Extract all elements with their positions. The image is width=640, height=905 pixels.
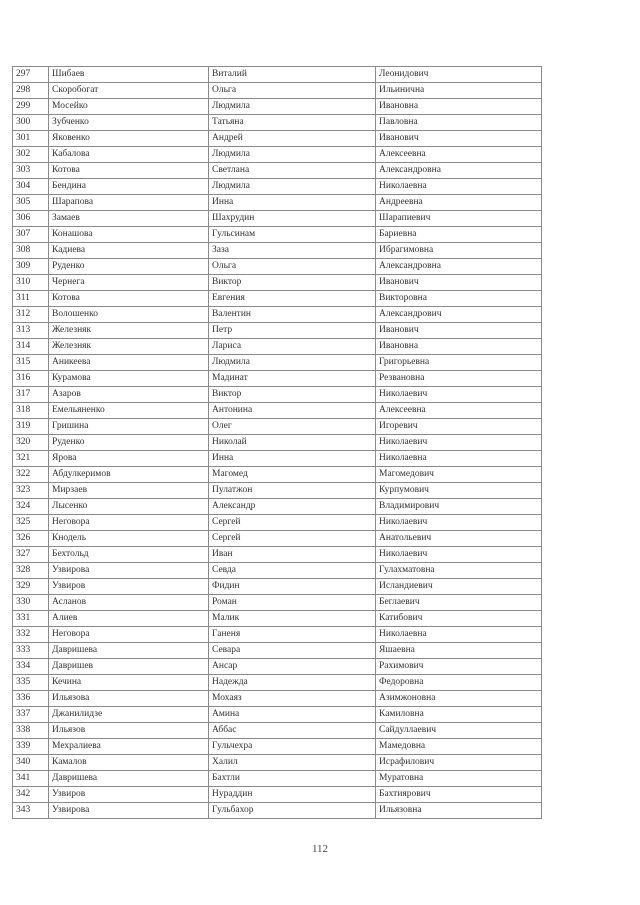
row-number-cell: 321 [13, 451, 49, 467]
first-name-cell: Гульсинам [209, 227, 376, 243]
roster-table-body [13, 67, 542, 819]
table-row [13, 803, 542, 819]
row-number-cell: 317 [13, 387, 49, 403]
first-name-cell: Александр [209, 499, 376, 515]
patronymic-cell: Муратовна [376, 771, 542, 787]
surname-cell: Шарапова [49, 195, 209, 211]
row-number-cell: 331 [13, 611, 49, 627]
row-number-cell: 299 [13, 99, 49, 115]
surname-cell: Алиев [49, 611, 209, 627]
first-name-cell: Фидин [209, 579, 376, 595]
row-number-cell: 316 [13, 371, 49, 387]
surname-cell: Лысенко [49, 499, 209, 515]
row-number-cell: 329 [13, 579, 49, 595]
patronymic-cell: Гулахматовна [376, 563, 542, 579]
first-name-cell: Ансар [209, 659, 376, 675]
patronymic-cell: Курпумович [376, 483, 542, 499]
row-number-cell: 305 [13, 195, 49, 211]
patronymic-cell: Николаевич [376, 387, 542, 403]
table-row [13, 115, 542, 131]
table-row [13, 243, 542, 259]
table-row [13, 291, 542, 307]
table-row [13, 227, 542, 243]
table-row [13, 99, 542, 115]
row-number-cell: 340 [13, 755, 49, 771]
row-number-cell: 304 [13, 179, 49, 195]
table-row [13, 531, 542, 547]
table-row [13, 435, 542, 451]
table-row [13, 467, 542, 483]
surname-cell: Джанилидзе [49, 707, 209, 723]
row-number-cell: 312 [13, 307, 49, 323]
table-row [13, 787, 542, 803]
surname-cell: Азаров [49, 387, 209, 403]
row-number-cell: 327 [13, 547, 49, 563]
surname-cell: Конашова [49, 227, 209, 243]
patronymic-cell: Магомедович [376, 467, 542, 483]
row-number-cell: 318 [13, 403, 49, 419]
table-row [13, 307, 542, 323]
row-number-cell: 301 [13, 131, 49, 147]
surname-cell: Шибаев [49, 67, 209, 83]
row-number-cell: 320 [13, 435, 49, 451]
row-number-cell: 328 [13, 563, 49, 579]
first-name-cell: Иван [209, 547, 376, 563]
row-number-cell: 332 [13, 627, 49, 643]
table-row [13, 323, 542, 339]
table-row [13, 691, 542, 707]
first-name-cell: Валентин [209, 307, 376, 323]
first-name-cell: Евгения [209, 291, 376, 307]
row-number-cell: 297 [13, 67, 49, 83]
surname-cell: Узвирова [49, 563, 209, 579]
row-number-cell: 339 [13, 739, 49, 755]
table-row [13, 515, 542, 531]
patronymic-cell: Николаевна [376, 451, 542, 467]
table-row [13, 563, 542, 579]
table-row [13, 659, 542, 675]
surname-cell: Давришев [49, 659, 209, 675]
first-name-cell: Петр [209, 323, 376, 339]
table-row [13, 163, 542, 179]
surname-cell: Ярова [49, 451, 209, 467]
row-number-cell: 330 [13, 595, 49, 611]
row-number-cell: 326 [13, 531, 49, 547]
surname-cell: Кечина [49, 675, 209, 691]
first-name-cell: Мадинат [209, 371, 376, 387]
table-row [13, 339, 542, 355]
row-number-cell: 342 [13, 787, 49, 803]
patronymic-cell: Исрафилович [376, 755, 542, 771]
patronymic-cell: Алексеевна [376, 403, 542, 419]
first-name-cell: Светлана [209, 163, 376, 179]
first-name-cell: Ольга [209, 259, 376, 275]
row-number-cell: 341 [13, 771, 49, 787]
row-number-cell: 323 [13, 483, 49, 499]
row-number-cell: 309 [13, 259, 49, 275]
patronymic-cell: Азимжоновна [376, 691, 542, 707]
row-number-cell: 319 [13, 419, 49, 435]
table-row [13, 771, 542, 787]
row-number-cell: 337 [13, 707, 49, 723]
surname-cell: Ильязова [49, 691, 209, 707]
table-row [13, 547, 542, 563]
surname-cell: Кадиева [49, 243, 209, 259]
patronymic-cell: Анатольевич [376, 531, 542, 547]
table-row [13, 739, 542, 755]
patronymic-cell: Андреевна [376, 195, 542, 211]
first-name-cell: Инна [209, 451, 376, 467]
patronymic-cell: Камиловна [376, 707, 542, 723]
surname-cell: Кабалова [49, 147, 209, 163]
first-name-cell: Севара [209, 643, 376, 659]
patronymic-cell: Леонидович [376, 67, 542, 83]
patronymic-cell: Иванович [376, 275, 542, 291]
patronymic-cell: Иванович [376, 323, 542, 339]
patronymic-cell: Николаевич [376, 435, 542, 451]
surname-cell: Курамова [49, 371, 209, 387]
surname-cell: Асланов [49, 595, 209, 611]
row-number-cell: 314 [13, 339, 49, 355]
row-number-cell: 335 [13, 675, 49, 691]
table-row [13, 675, 542, 691]
surname-cell: Скоробогат [49, 83, 209, 99]
first-name-cell: Халил [209, 755, 376, 771]
surname-cell: Яковенко [49, 131, 209, 147]
table-row [13, 707, 542, 723]
surname-cell: Емельяненко [49, 403, 209, 419]
patronymic-cell: Ивановна [376, 339, 542, 355]
table-row [13, 755, 542, 771]
first-name-cell: Людмила [209, 355, 376, 371]
patronymic-cell: Ивановна [376, 99, 542, 115]
surname-cell: Котова [49, 163, 209, 179]
surname-cell: Ильязов [49, 723, 209, 739]
patronymic-cell: Владимирович [376, 499, 542, 515]
patronymic-cell: Ильязовна [376, 803, 542, 819]
first-name-cell: Инна [209, 195, 376, 211]
table-row [13, 179, 542, 195]
patronymic-cell: Сайдуллаевич [376, 723, 542, 739]
surname-cell: Бехтольд [49, 547, 209, 563]
table-row [13, 595, 542, 611]
surname-cell: Зубченко [49, 115, 209, 131]
patronymic-cell: Бариевна [376, 227, 542, 243]
first-name-cell: Мохаяз [209, 691, 376, 707]
first-name-cell: Виктор [209, 275, 376, 291]
table-row [13, 371, 542, 387]
first-name-cell: Гульбахор [209, 803, 376, 819]
patronymic-cell: Ильинична [376, 83, 542, 99]
table-row [13, 419, 542, 435]
first-name-cell: Нураддин [209, 787, 376, 803]
surname-cell: Руденко [49, 259, 209, 275]
surname-cell: Бендина [49, 179, 209, 195]
row-number-cell: 333 [13, 643, 49, 659]
row-number-cell: 300 [13, 115, 49, 131]
row-number-cell: 315 [13, 355, 49, 371]
surname-cell: Давришева [49, 771, 209, 787]
patronymic-cell: Александровна [376, 259, 542, 275]
surname-cell: Руденко [49, 435, 209, 451]
row-number-cell: 311 [13, 291, 49, 307]
first-name-cell: Татьяна [209, 115, 376, 131]
table-row [13, 643, 542, 659]
surname-cell: Чернега [49, 275, 209, 291]
surname-cell: Волошенко [49, 307, 209, 323]
surname-cell: Мосейко [49, 99, 209, 115]
patronymic-cell: Резвановна [376, 371, 542, 387]
patronymic-cell: Николаевна [376, 627, 542, 643]
row-number-cell: 313 [13, 323, 49, 339]
table-row [13, 723, 542, 739]
surname-cell: Узвиров [49, 579, 209, 595]
row-number-cell: 298 [13, 83, 49, 99]
first-name-cell: Роман [209, 595, 376, 611]
patronymic-cell: Бахтиярович [376, 787, 542, 803]
table-row [13, 147, 542, 163]
patronymic-cell: Викторовна [376, 291, 542, 307]
table-row [13, 403, 542, 419]
surname-cell: Замаев [49, 211, 209, 227]
surname-cell: Мирзаев [49, 483, 209, 499]
patronymic-cell: Николаевна [376, 179, 542, 195]
surname-cell: Котова [49, 291, 209, 307]
first-name-cell: Гульчехра [209, 739, 376, 755]
row-number-cell: 343 [13, 803, 49, 819]
first-name-cell: Амина [209, 707, 376, 723]
surname-cell: Мехралиева [49, 739, 209, 755]
first-name-cell: Ганеня [209, 627, 376, 643]
table-row [13, 611, 542, 627]
first-name-cell: Севда [209, 563, 376, 579]
row-number-cell: 306 [13, 211, 49, 227]
patronymic-cell: Катибович [376, 611, 542, 627]
first-name-cell: Аббас [209, 723, 376, 739]
first-name-cell: Пулатжон [209, 483, 376, 499]
patronymic-cell: Алексеевна [376, 147, 542, 163]
row-number-cell: 310 [13, 275, 49, 291]
table-row [13, 355, 542, 371]
table-row [13, 483, 542, 499]
row-number-cell: 336 [13, 691, 49, 707]
table-row [13, 67, 542, 83]
first-name-cell: Людмила [209, 99, 376, 115]
row-number-cell: 324 [13, 499, 49, 515]
patronymic-cell: Александровна [376, 163, 542, 179]
patronymic-cell: Игоревич [376, 419, 542, 435]
first-name-cell: Антонина [209, 403, 376, 419]
patronymic-cell: Шарапиевич [376, 211, 542, 227]
table-row [13, 387, 542, 403]
first-name-cell: Ольга [209, 83, 376, 99]
surname-cell: Железняк [49, 323, 209, 339]
table-row [13, 83, 542, 99]
table-row [13, 499, 542, 515]
surname-cell: Узвирова [49, 803, 209, 819]
surname-cell: Камалов [49, 755, 209, 771]
table-row [13, 627, 542, 643]
surname-cell: Неговора [49, 515, 209, 531]
page-number: 112 [311, 843, 329, 855]
row-number-cell: 303 [13, 163, 49, 179]
first-name-cell: Бахтли [209, 771, 376, 787]
table-row [13, 451, 542, 467]
table-row [13, 579, 542, 595]
patronymic-cell: Николаевич [376, 547, 542, 563]
patronymic-cell: Беглаевич [376, 595, 542, 611]
patronymic-cell: Григорьевна [376, 355, 542, 371]
patronymic-cell: Николаевич [376, 515, 542, 531]
patronymic-cell: Федоровна [376, 675, 542, 691]
row-number-cell: 325 [13, 515, 49, 531]
table-row [13, 275, 542, 291]
surname-cell: Абдулкеримов [49, 467, 209, 483]
row-number-cell: 307 [13, 227, 49, 243]
patronymic-cell: Мамедовна [376, 739, 542, 755]
surname-cell: Кнодель [49, 531, 209, 547]
surname-cell: Узвиров [49, 787, 209, 803]
first-name-cell: Шахрудин [209, 211, 376, 227]
table-row [13, 195, 542, 211]
surname-cell: Неговора [49, 627, 209, 643]
row-number-cell: 338 [13, 723, 49, 739]
patronymic-cell: Рахимович [376, 659, 542, 675]
first-name-cell: Виктор [209, 387, 376, 403]
row-number-cell: 302 [13, 147, 49, 163]
surname-cell: Давришева [49, 643, 209, 659]
patronymic-cell: Александрович [376, 307, 542, 323]
table-row [13, 259, 542, 275]
patronymic-cell: Ибрагимовна [376, 243, 542, 259]
patronymic-cell: Иванович [376, 131, 542, 147]
first-name-cell: Виталий [209, 67, 376, 83]
first-name-cell: Людмила [209, 147, 376, 163]
patronymic-cell: Павловна [376, 115, 542, 131]
first-name-cell: Сергей [209, 531, 376, 547]
row-number-cell: 334 [13, 659, 49, 675]
first-name-cell: Андрей [209, 131, 376, 147]
first-name-cell: Людмила [209, 179, 376, 195]
first-name-cell: Малик [209, 611, 376, 627]
row-number-cell: 322 [13, 467, 49, 483]
table-row [13, 131, 542, 147]
patronymic-cell: Яшаевна [376, 643, 542, 659]
first-name-cell: Заза [209, 243, 376, 259]
first-name-cell: Николай [209, 435, 376, 451]
first-name-cell: Магомед [209, 467, 376, 483]
first-name-cell: Лариса [209, 339, 376, 355]
first-name-cell: Надежда [209, 675, 376, 691]
first-name-cell: Олег [209, 419, 376, 435]
row-number-cell: 308 [13, 243, 49, 259]
first-name-cell: Сергей [209, 515, 376, 531]
table-row [13, 211, 542, 227]
surname-cell: Железняк [49, 339, 209, 355]
patronymic-cell: Исландиевич [376, 579, 542, 595]
surname-cell: Гришина [49, 419, 209, 435]
roster-table [12, 66, 542, 819]
surname-cell: Аникеева [49, 355, 209, 371]
